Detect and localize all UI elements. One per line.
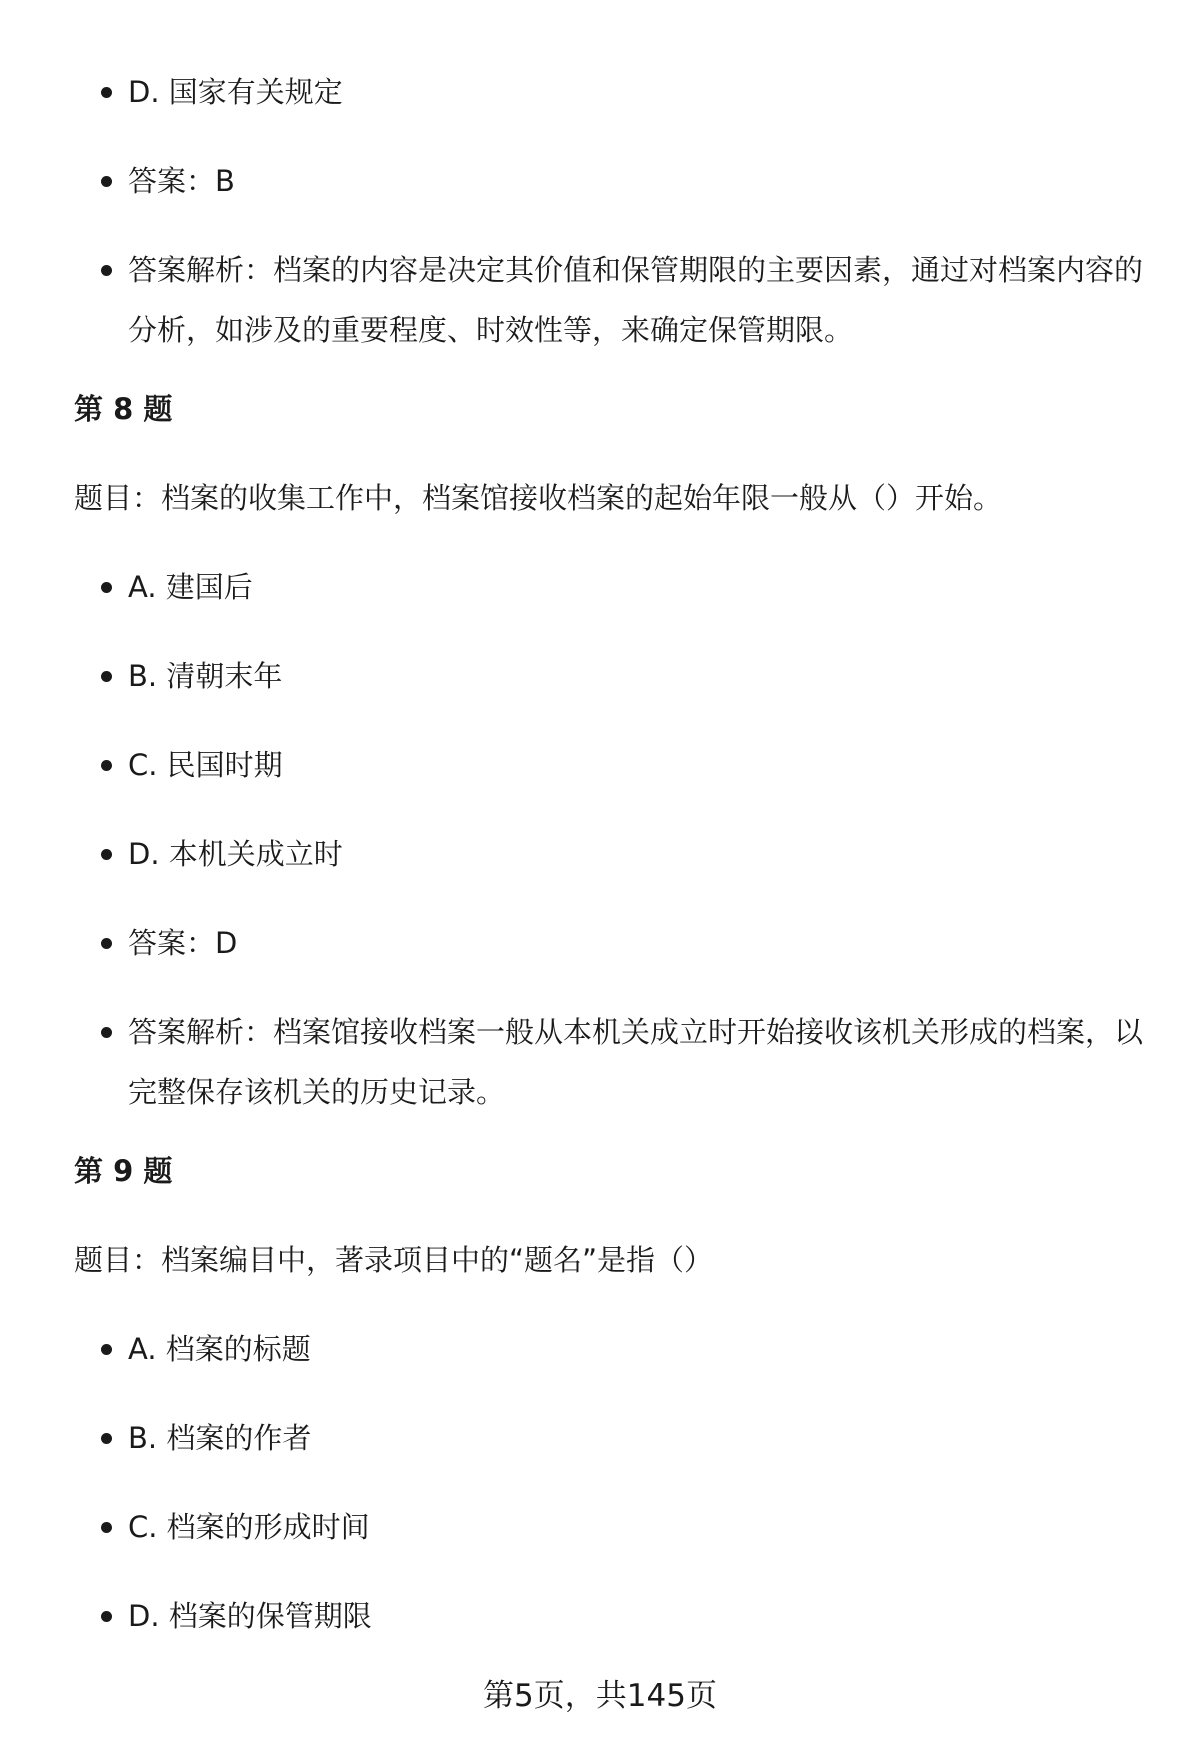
q8-option-b: B. 清朝末年 bbox=[74, 646, 1154, 706]
page-content bbox=[74, 62, 1154, 1675]
q9-list bbox=[74, 1319, 1154, 1646]
q8-option-a: A. 建国后 bbox=[74, 557, 1154, 617]
page-number: 第5页，共145页 bbox=[483, 1678, 717, 1714]
q8-list bbox=[74, 557, 1154, 1122]
q8-title: 第 8 题 bbox=[74, 392, 173, 426]
q7-explanation: 答案解析：档案的内容是决定其价值和保管期限的主要因素，通过对档案内容的分析，如涉及的重要程度、时效性等，来确定保管期限。 bbox=[74, 240, 1154, 360]
q9-option-d: D. 档案的保管期限 bbox=[74, 1586, 1154, 1646]
q8-answer: 答案：D bbox=[74, 913, 1154, 973]
q8-option-d: D. 本机关成立时 bbox=[74, 824, 1154, 884]
q9-option-c: C. 档案的形成时间 bbox=[74, 1497, 1154, 1557]
q9-title: 第 9 题 bbox=[74, 1154, 173, 1188]
q9-option-b: B. 档案的作者 bbox=[74, 1408, 1154, 1468]
q7-answer: 答案：B bbox=[74, 151, 1154, 211]
q7-option-d: D. 国家有关规定 bbox=[74, 62, 1154, 122]
q8-explanation: 答案解析：档案馆接收档案一般从本机关成立时开始接收该机关形成的档案，以完整保存该机关的历史记录。 bbox=[74, 1002, 1154, 1122]
q9-question: 题目：档案编目中，著录项目中的“题名”是指（） bbox=[74, 1243, 714, 1277]
q7-list bbox=[74, 62, 1154, 360]
q9-option-a: A. 档案的标题 bbox=[74, 1319, 1154, 1379]
q8-option-c: C. 民国时期 bbox=[74, 735, 1154, 795]
q8-question: 题目：档案的收集工作中，档案馆接收档案的起始年限一般从（）开始。 bbox=[74, 481, 1003, 515]
